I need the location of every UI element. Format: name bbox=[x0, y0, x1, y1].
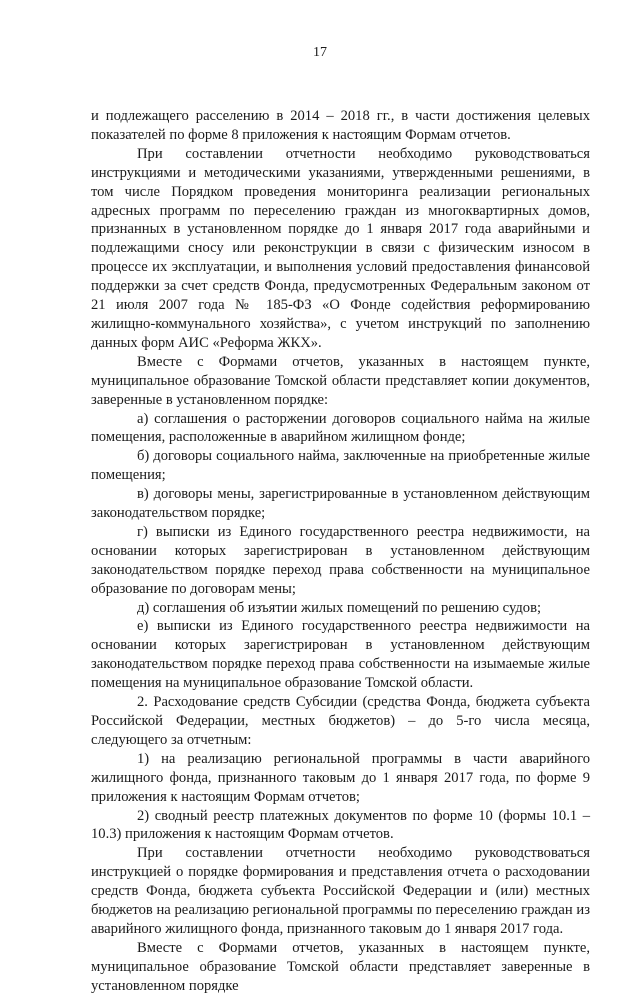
body-text bbox=[91, 107, 590, 996]
list-item-e: е) выписки из Единого государственного реестра недвижимости на основании которых зарегистрирован в установленном действующим законодательством порядке переход права собственности на изымаемые жилые помещения на муниципальное образование Томской области. bbox=[91, 618, 590, 692]
list-item-1: 1) на реализацию региональной программы в части аварийного жилищного фонда, признанного таковым до 1 января 2017 года, по форме 9 приложения к настоящим Формам отчетов; bbox=[91, 750, 590, 805]
paragraph: Вместе с Формами отчетов, указанных в настоящем пункте, муниципальное образование Томской области представляет заверенные в установленном порядке bbox=[91, 939, 590, 994]
paragraph: При составлении отчетности необходимо руководствоваться инструкциями и методическими указаниями, утвержденными решениями, в том числе Порядком проведения мониторинга реализации региональных адресных программ по переселению граждан из многоквартирных домов, признанных в установленном порядке до 1 января 2017 года аварийными и подлежащими сносу или реконструкции в связи с физическим износом в процессе их эксплуатации, и выполнения условий предоставления финансовой поддержки за счет средств Фонда, предусмотренных Федеральным законом от 21 июля 2007 года № 185-ФЗ «О Фонде содействия реформированию жилищно-коммунального хозяйства», с учетом инструкций по заполнению данных форм АИС «Реформа ЖКХ». bbox=[91, 145, 590, 351]
section-2-heading: 2. Расходование средств Субсидии (средства Фонда, бюджета субъекта Российской Федерации, местных бюджетов) – до 5-го числа месяца, следующего за отчетным: bbox=[91, 694, 590, 748]
list-item-v: в) договоры мены, зарегистрированные в установленном действующим законодательством порядке; bbox=[91, 486, 590, 522]
paragraph: При составлении отчетности необходимо руководствоваться инструкцией о порядке формирования и представления отчета о расходовании средств Фонда, бюджета субъекта Российской Федерации и (или) местных бюджетов на реализацию региональной программы по переселению граждан из аварийного жилищного фонда, признанного таковым до 1 января 2017 года. bbox=[91, 845, 590, 937]
list-item-a: а) соглашения о расторжении договоров социального найма на жилые помещения, расположенные в аварийном жилищном фонде; bbox=[91, 410, 590, 446]
list-item-2: 2) сводный реестр платежных документов по форме 10 (формы 10.1 – 10.3) приложения к настоящим Формам отчетов. bbox=[91, 807, 590, 843]
paragraph: Вместе с Формами отчетов, указанных в настоящем пункте, муниципальное образование Томской области представляет копии документов, заверенные в установленном порядке: bbox=[91, 353, 590, 408]
page-number: 17 bbox=[313, 45, 327, 60]
list-item-b: б) договоры социального найма, заключенные на приобретенные жилые помещения; bbox=[91, 448, 590, 484]
paragraph: и подлежащего расселению в 2014 – 2018 гг., в части достижения целевых показателей по форме 8 приложения к настоящим Формам отчетов. bbox=[91, 108, 590, 143]
list-item-d: д) соглашения об изъятии жилых помещений по решению судов; bbox=[137, 599, 542, 616]
list-item-g: г) выписки из Единого государственного реестра недвижимости, на основании которых зарегистрирован в установленном действующим законодательством порядке переход права собственности на муниципальное образование по договорам мены; bbox=[91, 523, 590, 597]
